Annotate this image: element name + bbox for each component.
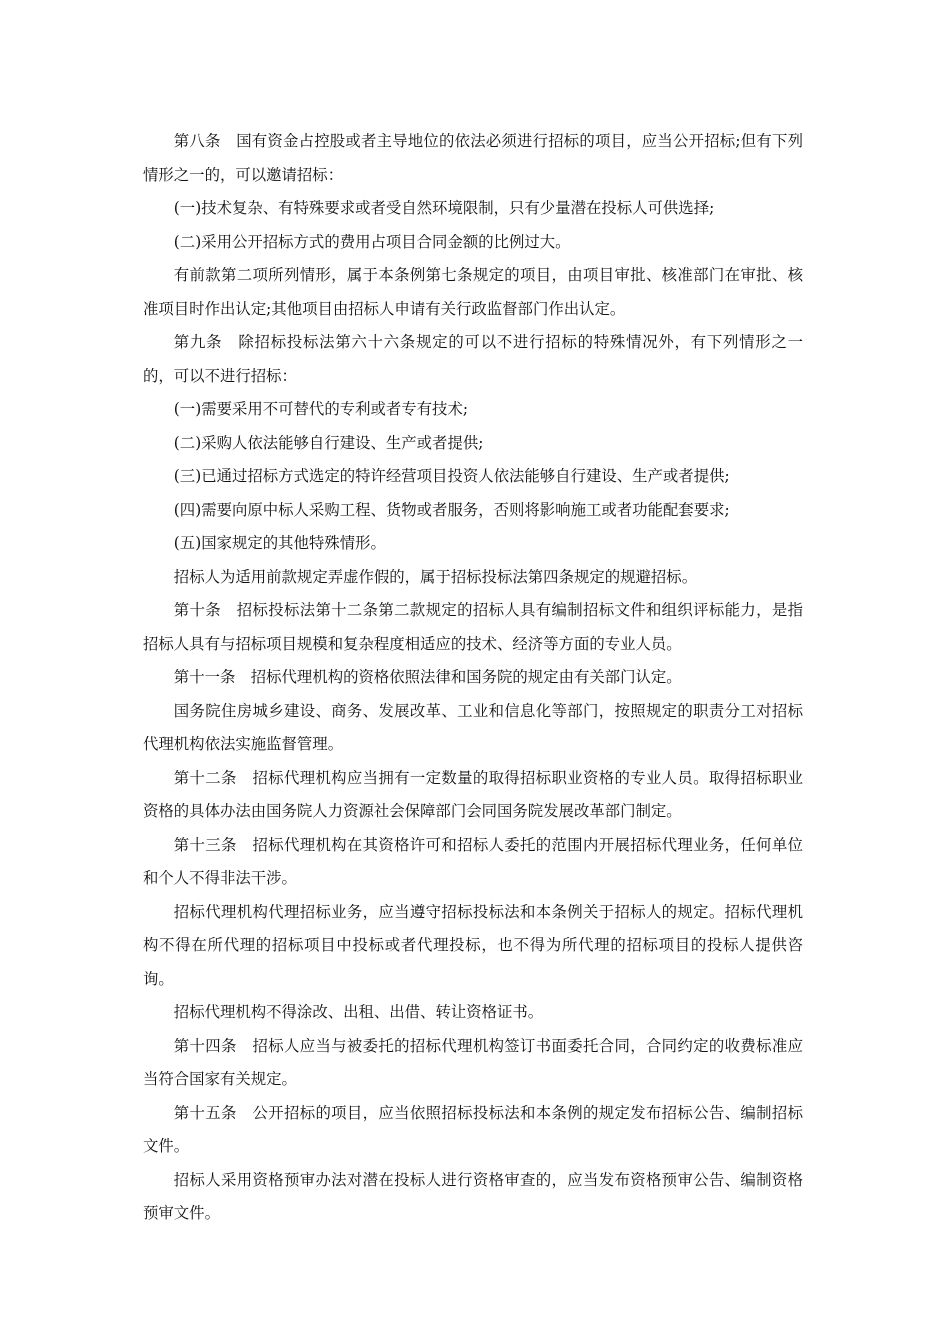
- paragraph-article-8: 第八条 国有资金占控股或者主导地位的依法必须进行招标的项目，应当公开招标;但有下列情形之一的，可以邀请招标：: [143, 132, 803, 184]
- paragraph-article-9-item-2: (二)采购人依法能够自行建设、生产或者提供;: [173, 433, 484, 452]
- paragraph-article-15: 第十五条 公开招标的项目，应当依照招标投标法和本条例的规定发布招标公告、编制招标文件。: [143, 1103, 803, 1155]
- paragraph-article-9: 第九条 除招标投标法第六十六条规定的可以不进行招标的特殊情况外，有下列情形之一的，可以不进行招标：: [143, 333, 803, 385]
- paragraph-article-12: 第十二条 招标代理机构应当拥有一定数量的取得招标职业资格的专业人员。取得招标职业资格的具体办法由国务院人力资源社会保障部门会同国务院发展改革部门制定。: [143, 768, 803, 820]
- paragraph-article-13: 第十三条 招标代理机构在其资格许可和招标人委托的范围内开展招标代理业务，任何单位和个人不得非法干涉。: [143, 835, 803, 887]
- paragraph-article-8-item-2: (二)采用公开招标方式的费用占项目合同金额的比例过大。: [173, 232, 571, 251]
- paragraph-article-9-item-1: (一)需要采用不可替代的专利或者专有技术;: [173, 400, 469, 418]
- paragraph-article-13-note-2: 招标代理机构不得涂改、出租、出借、转让资格证书。: [173, 1003, 544, 1021]
- paragraph-article-8-item-1: (一)技术复杂、有特殊要求或者受自然环境限制，只有少量潜在投标人可供选择;: [173, 199, 715, 217]
- paragraph-article-10: 第十条 招标投标法第十二条第二款规定的招标人具有编制招标文件和组织评标能力，是指招标人具有与招标项目规模和复杂程度相适应的技术、经济等方面的专业人员。: [143, 601, 803, 653]
- paragraph-article-11: 第十一条 招标代理机构的资格依照法律和国务院的规定由有关部门认定。: [173, 668, 682, 686]
- paragraph-article-14: 第十四条 招标人应当与被委托的招标代理机构签订书面委托合同，合同约定的收费标准应当符合国家有关规定。: [143, 1036, 803, 1088]
- paragraph-article-9-item-4: (四)需要向原中标人采购工程、货物或者服务，否则将影响施工或者功能配套要求;: [173, 500, 730, 519]
- paragraph-article-13-note-1: 招标代理机构代理招标业务，应当遵守招标投标法和本条例关于招标人的规定。招标代理机构不得在所代理的招标项目中投标或者代理投标，也不得为所代理的招标项目的投标人提供咨询。: [143, 902, 803, 988]
- paragraph-article-8-note: 有前款第二项所列情形，属于本条例第七条规定的项目，由项目审批、核准部门在审批、核准项目时作出认定;其他项目由招标人申请有关行政监督部门作出认定。: [143, 266, 803, 318]
- document-body: [143, 125, 803, 1231]
- paragraph-article-9-item-5: (五)国家规定的其他特殊情形。: [173, 534, 386, 552]
- paragraph-article-15-note: 招标人采用资格预审办法对潜在投标人进行资格审查的，应当发布资格预审公告、编制资格预审文件。: [143, 1170, 803, 1222]
- paragraph-article-11-note: 国务院住房城乡建设、商务、发展改革、工业和信息化等部门，按照规定的职责分工对招标代理机构依法实施监督管理。: [143, 701, 803, 753]
- paragraph-article-9-note: 招标人为适用前款规定弄虚作假的，属于招标投标法第四条规定的规避招标。: [173, 567, 698, 586]
- paragraph-article-9-item-3: (三)已通过招标方式选定的特许经营项目投资人依法能够自行建设、生产或者提供;: [173, 467, 730, 485]
